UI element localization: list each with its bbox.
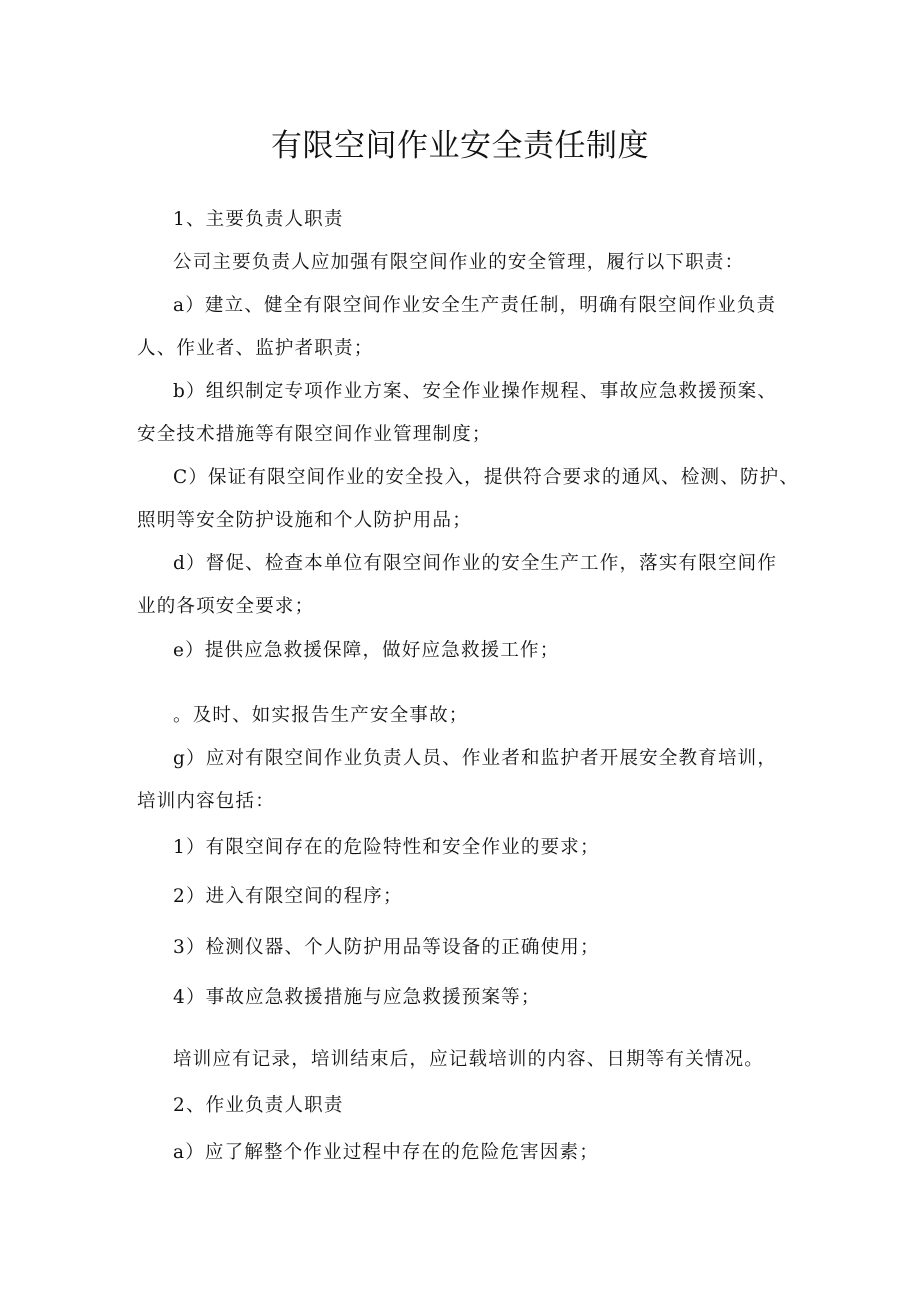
item-b-line-1: b）组织制定专项作业方案、安全作业操作规程、事故应急救援预案、 xyxy=(173,381,778,402)
item-d-line-2: 业的各项安全要求； xyxy=(137,596,315,617)
section-heading-2: 2、作业负责人职责 xyxy=(173,1095,344,1116)
item-e: e）提供应急救援保障，做好应急救援工作； xyxy=(173,640,560,661)
item-g-line-2: 培训内容包括： xyxy=(137,791,275,812)
item-a-line-2: 人、作业者、监护者职责； xyxy=(137,338,374,359)
training-item-4: 4）事故应急救援措施与应急救援预案等； xyxy=(173,987,541,1008)
item-d-line-1: d）督促、检查本单位有限空间作业的安全生产工作，落实有限空间作 xyxy=(173,553,778,574)
training-item-3: 3）检测仪器、个人防护用品等设备的正确使用； xyxy=(173,937,600,958)
item-g-line-1: g）应对有限空间作业负责人员、作业者和监护者开展安全教育培训， xyxy=(173,748,778,769)
section-2-item-a: a）应了解整个作业过程中存在的危险危害因素； xyxy=(173,1142,599,1163)
document-title: 有限空间作业安全责任制度 xyxy=(271,128,649,164)
section-heading-1: 1、主要负责人职责 xyxy=(173,209,344,230)
item-a-line-1: a）建立、健全有限空间作业安全生产责任制，明确有限空间作业负责 xyxy=(173,295,777,316)
training-record-paragraph: 培训应有记录，培训结束后，应记载培训的内容、日期等有关情况。 xyxy=(173,1049,765,1070)
item-f: 。及时、如实报告生产安全事故； xyxy=(173,705,469,726)
training-item-2: 2）进入有限空间的程序； xyxy=(173,886,403,907)
training-item-1: 1）有限空间存在的危险特性和安全作业的要求； xyxy=(173,837,600,858)
paragraph-intro: 公司主要负责人应加强有限空间作业的安全管理，履行以下职责： xyxy=(173,252,745,273)
item-c-line-1: C）保证有限空间作业的安全投入，提供符合要求的通风、检测、防护、 xyxy=(173,467,800,488)
item-b-line-2: 安全技术措施等有限空间作业管理制度； xyxy=(137,424,492,445)
item-c-line-2: 照明等安全防护设施和个人防护用品； xyxy=(137,510,472,531)
